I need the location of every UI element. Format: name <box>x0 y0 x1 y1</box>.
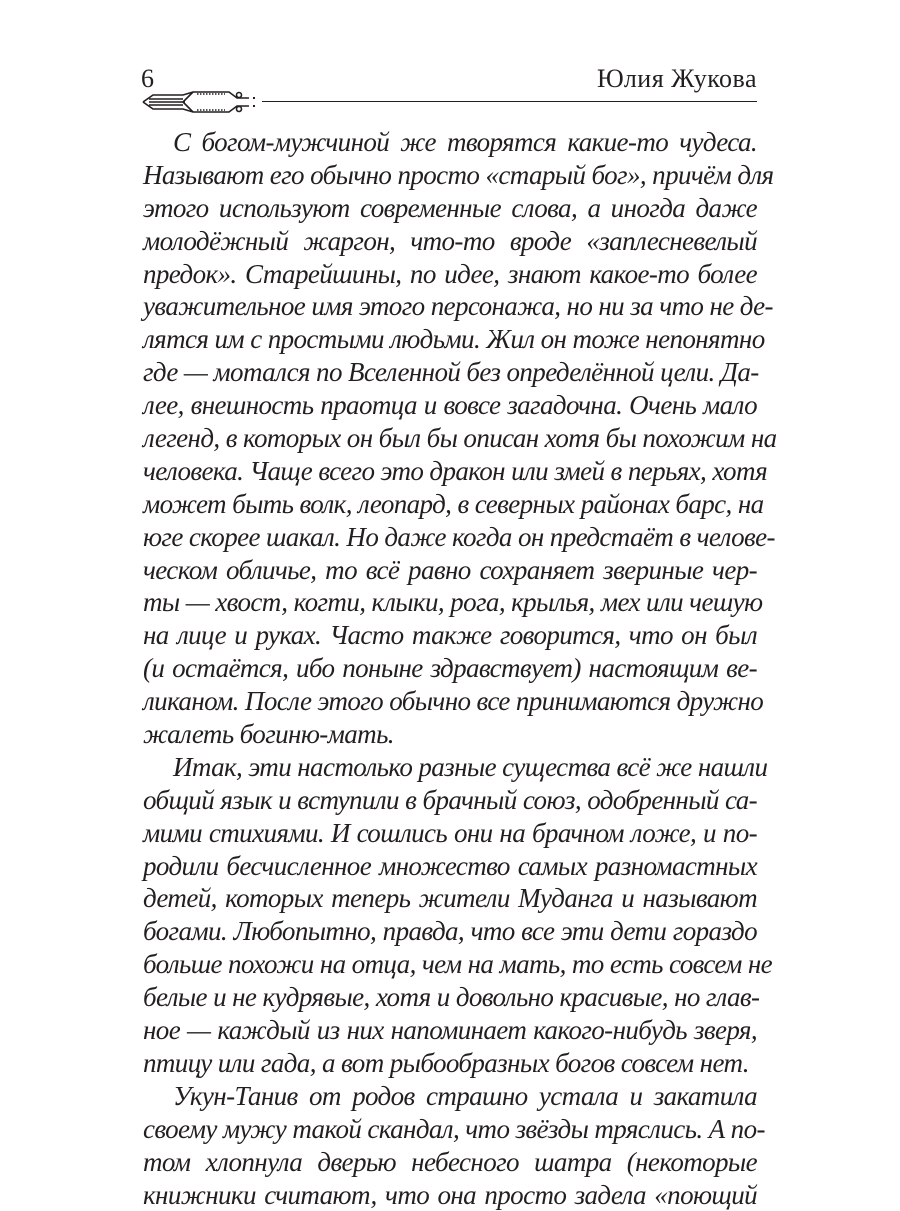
text-line: этого используют современные слова, а иногда даже <box>143 192 757 225</box>
text-line: лее, внешность праотца и вовсе загадочна. Очень мало <box>143 389 757 422</box>
text-line: Итак, эти настолько разные существа всё же нашли <box>143 751 757 784</box>
body-text <box>143 126 757 1211</box>
text-line: С богом-мужчиной же творятся какие-то чудеса. <box>143 126 757 159</box>
text-line: книжники считают, что она просто задела «поющий <box>143 1179 757 1211</box>
text-line: больше похожи на отца, чем на мать, то есть совсем не <box>143 948 757 981</box>
text-line: богами. Любопытно, правда, что все эти дети гораздо <box>143 915 757 948</box>
text-line: где — мотался по Вселенной без определённой цели. Да- <box>143 356 757 389</box>
text-line: ное — каждый из них напоминает какого-нибудь зверя, <box>143 1014 757 1047</box>
text-line: предок». Старейшины, по идее, знают какое-то более <box>143 258 757 291</box>
text-line: молодёжный жаргон, что-то вроде «заплесневелый <box>143 225 757 258</box>
text-line: белые и не кудрявые, хотя и довольно красивые, но глав- <box>143 981 757 1014</box>
text-line: легенд, в которых он был бы описан хотя бы похожим на <box>143 422 757 455</box>
text-line: ты — хвост, когти, клыки, рога, крылья, мех или чешую <box>143 586 757 619</box>
text-line: уважительное имя этого персонажа, но ни за что не де- <box>143 290 757 323</box>
running-header-author: Юлия Жукова <box>597 64 757 94</box>
text-line: том хлопнула дверью небесного шатра (некоторые <box>143 1146 757 1179</box>
text-line: человека. Чаще всего это дракон или змей в перьях, хотя <box>143 455 757 488</box>
text-line: мими стихиями. И сошлись они на брачном ложе, и по- <box>143 817 757 850</box>
text-line: ликаном. После этого обычно все принимаются дружно <box>143 685 757 718</box>
text-line: общий язык и вступили в брачный союз, одобренный са- <box>143 784 757 817</box>
circuit-ornament-icon <box>141 90 261 114</box>
text-line: жалеть богиню-мать. <box>143 718 757 751</box>
header-rule <box>262 101 757 102</box>
text-line: может быть волк, леопард, в северных районах барс, на <box>143 488 757 521</box>
text-line: Укун-Танив от родов страшно устала и закатила <box>143 1080 757 1113</box>
page-number: 6 <box>141 64 154 94</box>
text-line: юге скорее шакал. Но даже когда он предстаёт в челове- <box>143 521 757 554</box>
text-line: лятся им с простыми людьми. Жил он тоже непонятно <box>143 323 757 356</box>
text-line: (и остаётся, ибо поныне здравствует) настоящим ве- <box>143 652 757 685</box>
text-line: родили бесчисленное множество самых разномастных <box>143 850 757 883</box>
text-line: ческом обличье, то всё равно сохраняет звериные чер- <box>143 554 757 587</box>
text-line: Называют его обычно просто «старый бог», причём для <box>143 159 757 192</box>
text-line: на лице и руках. Часто также говорится, что он был <box>143 619 757 652</box>
text-line: своему мужу такой скандал, что звёзды тряслись. А по- <box>143 1113 757 1146</box>
text-line: детей, которых теперь жители Муданга и называют <box>143 882 757 915</box>
text-line: птицу или гада, а вот рыбообразных богов совсем нет. <box>143 1047 757 1080</box>
